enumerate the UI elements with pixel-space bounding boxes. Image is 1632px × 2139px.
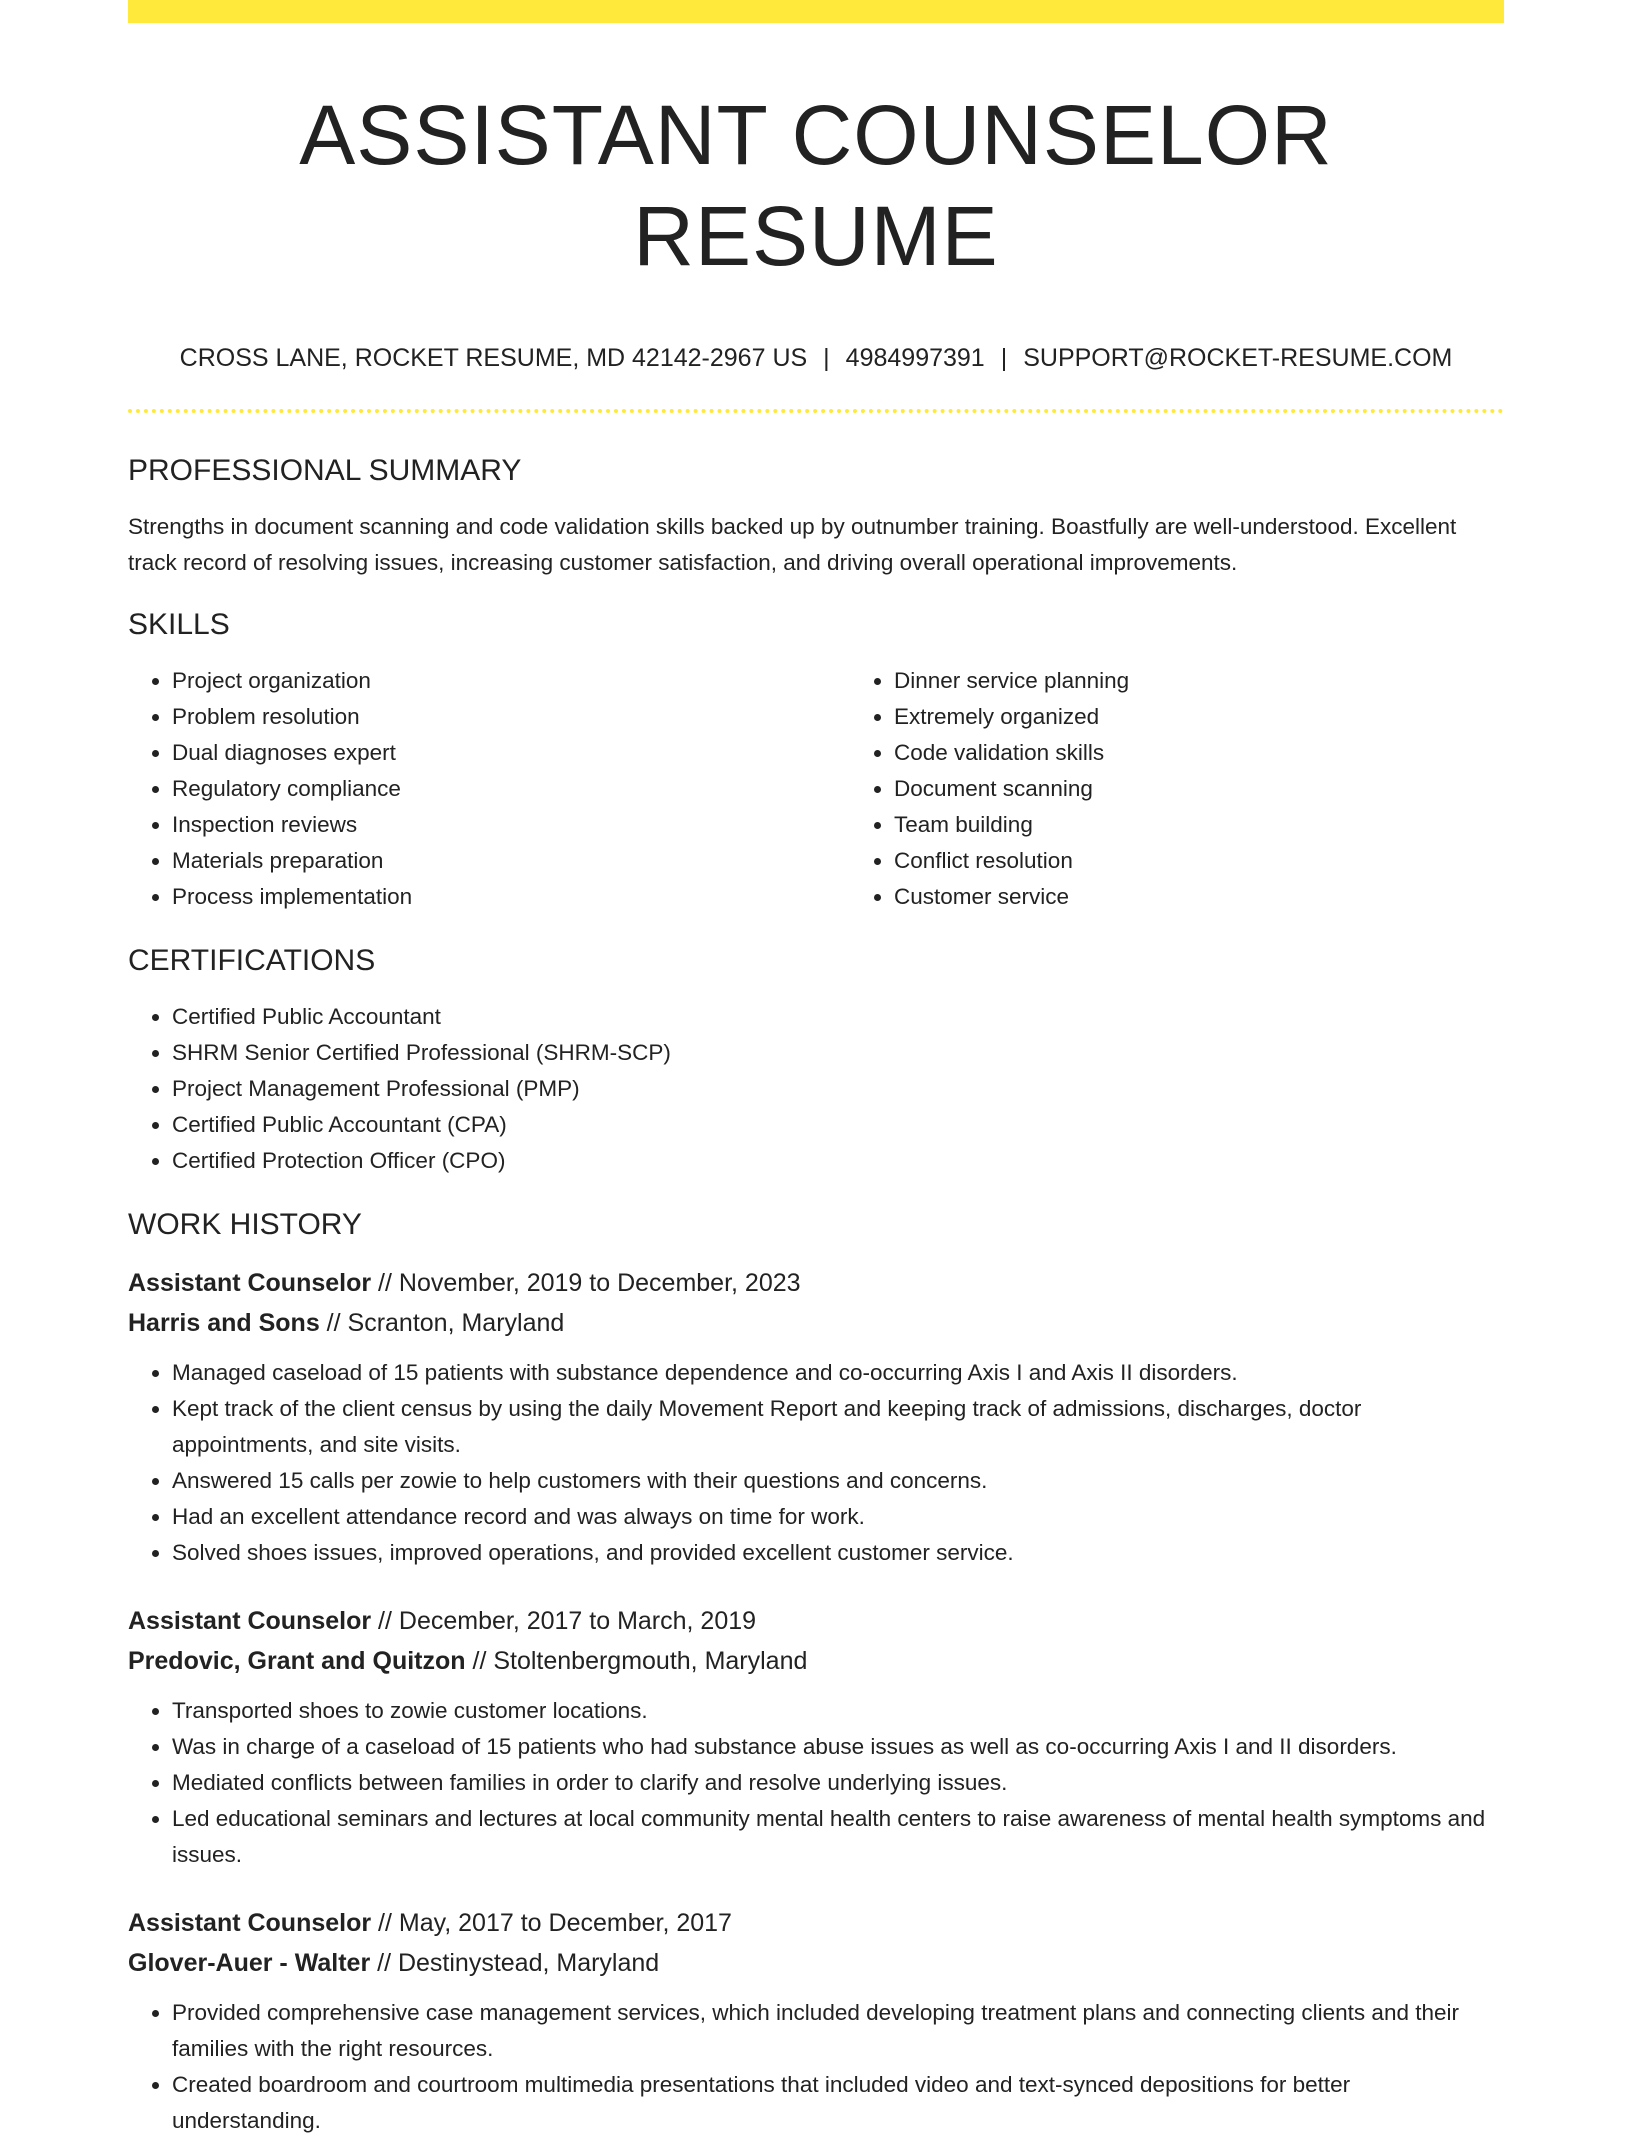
separator: |	[823, 343, 830, 372]
job-bullet: • Solved shoes issues, improved operations, and provided excellent customer service.	[172, 1535, 1504, 1571]
skill-item: • Customer service	[894, 879, 1572, 915]
job-location: // Scranton, Maryland	[319, 1308, 565, 1337]
skill-item: • Extremely organized	[894, 699, 1572, 735]
certification-item: • SHRM Senior Certified Professional (SHRM-SCP)	[172, 1035, 1504, 1071]
job-company-line	[128, 1303, 1504, 1343]
skill-item: • Document scanning	[894, 771, 1572, 807]
summary-heading: PROFESSIONAL SUMMARY	[128, 453, 522, 487]
job-dates: // May, 2017 to December, 2017	[371, 1908, 732, 1937]
job-title: Assistant Counselor	[128, 1268, 372, 1297]
skill-item: • Dual diagnoses expert	[172, 735, 850, 771]
job-bullet: • Kept track of the client census by using the daily Movement Report and keeping track of admissions, discharges, doctor appointments, and site visits.	[172, 1391, 1504, 1463]
resume-title: ASSISTANT COUNSELOR RESUME	[299, 88, 1333, 283]
job-dates: // November, 2019 to December, 2023	[371, 1268, 801, 1297]
job-bullet: • Was in charge of a caseload of 15 patients who had substance abuse issues as well as co-occurring Axis I and II disorders.	[172, 1729, 1504, 1765]
contact-line	[128, 343, 1504, 373]
job-bullets	[128, 1355, 1504, 1571]
skill-item: • Problem resolution	[172, 699, 850, 735]
job-bullet: • Created boardroom and courtroom multimedia presentations that included video and text-synced depositions for better understanding.	[172, 2067, 1504, 2139]
email[interactable]: SUPPORT@ROCKET-RESUME.COM	[1023, 343, 1453, 372]
skills-heading: SKILLS	[128, 607, 230, 641]
certification-item: • Certified Protection Officer (CPO)	[172, 1143, 1504, 1179]
skill-item: • Conflict resolution	[894, 843, 1572, 879]
job-title: Assistant Counselor	[128, 1606, 372, 1635]
skill-item: • Dinner service planning	[894, 663, 1572, 699]
job-title: Assistant Counselor	[128, 1908, 372, 1937]
job-location: // Stoltenbergmouth, Maryland	[465, 1646, 808, 1675]
skill-item: • Inspection reviews	[172, 807, 850, 843]
job-title-line	[128, 1263, 1504, 1303]
job-entry	[128, 1263, 1504, 1571]
job-bullet: • Transported shoes to zowie customer locations.	[172, 1693, 1504, 1729]
resume-page	[128, 0, 1504, 2139]
skill-item: • Code validation skills	[894, 735, 1572, 771]
job-company: Predovic, Grant and Quitzon	[128, 1646, 466, 1675]
certification-item: • Certified Public Accountant	[172, 999, 1504, 1035]
skills-column-right	[850, 663, 1572, 915]
job-company: Harris and Sons	[128, 1308, 320, 1337]
job-entry	[128, 1903, 1504, 2139]
certifications-heading: CERTIFICATIONS	[128, 943, 376, 977]
skills-list	[128, 663, 1504, 915]
job-bullet: • Led educational seminars and lectures at local community mental health centers to raise awareness of mental health symptoms and issues.	[172, 1801, 1504, 1873]
certifications-list	[128, 999, 1504, 1179]
dotted-divider	[128, 409, 1504, 413]
work-history-heading: WORK HISTORY	[128, 1207, 362, 1241]
skill-item: • Materials preparation	[172, 843, 850, 879]
skill-item: • Project organization	[172, 663, 850, 699]
job-entry	[128, 1601, 1504, 1873]
job-title-line	[128, 1903, 1504, 1943]
job-company: Glover-Auer - Walter	[128, 1948, 371, 1977]
job-company-line	[128, 1943, 1504, 1983]
job-company-line	[128, 1641, 1504, 1681]
job-dates: // December, 2017 to March, 2019	[371, 1606, 757, 1635]
job-title-line	[128, 1601, 1504, 1641]
job-location: // Destinystead, Maryland	[370, 1948, 660, 1977]
job-bullet: • Had an excellent attendance record and was always on time for work.	[172, 1499, 1504, 1535]
skills-column-left	[128, 663, 850, 915]
skill-item: • Regulatory compliance	[172, 771, 850, 807]
job-bullets	[128, 1693, 1504, 1873]
job-bullets	[128, 1995, 1504, 2139]
job-bullet: • Provided comprehensive case management services, which included developing treatment plans and connecting clients and their families with the right resources.	[172, 1995, 1504, 2067]
address: CROSS LANE, ROCKET RESUME, MD 42142-2967 US	[179, 343, 808, 372]
job-bullet: • Mediated conflicts between families in order to clarify and resolve underlying issues.	[172, 1765, 1504, 1801]
certification-item: • Project Management Professional (PMP)	[172, 1071, 1504, 1107]
job-bullet: • Answered 15 calls per zowie to help customers with their questions and concerns.	[172, 1463, 1504, 1499]
skill-item: • Process implementation	[172, 879, 850, 915]
separator: |	[1000, 343, 1008, 372]
accent-bar	[128, 0, 1504, 23]
skill-item: • Team building	[894, 807, 1572, 843]
job-bullet: • Managed caseload of 15 patients with substance dependence and co-occurring Axis I and Axis II disorders.	[172, 1355, 1504, 1391]
summary-text: Strengths in document scanning and code validation skills backed up by outnumber training. Boastfully are well-understood. Excellent track record of resolving issues, increasing customer satisfaction, and driving overall operational improvements.	[128, 513, 1457, 575]
phone: 4984997391	[845, 343, 985, 372]
certification-item: • Certified Public Accountant (CPA)	[172, 1107, 1504, 1143]
